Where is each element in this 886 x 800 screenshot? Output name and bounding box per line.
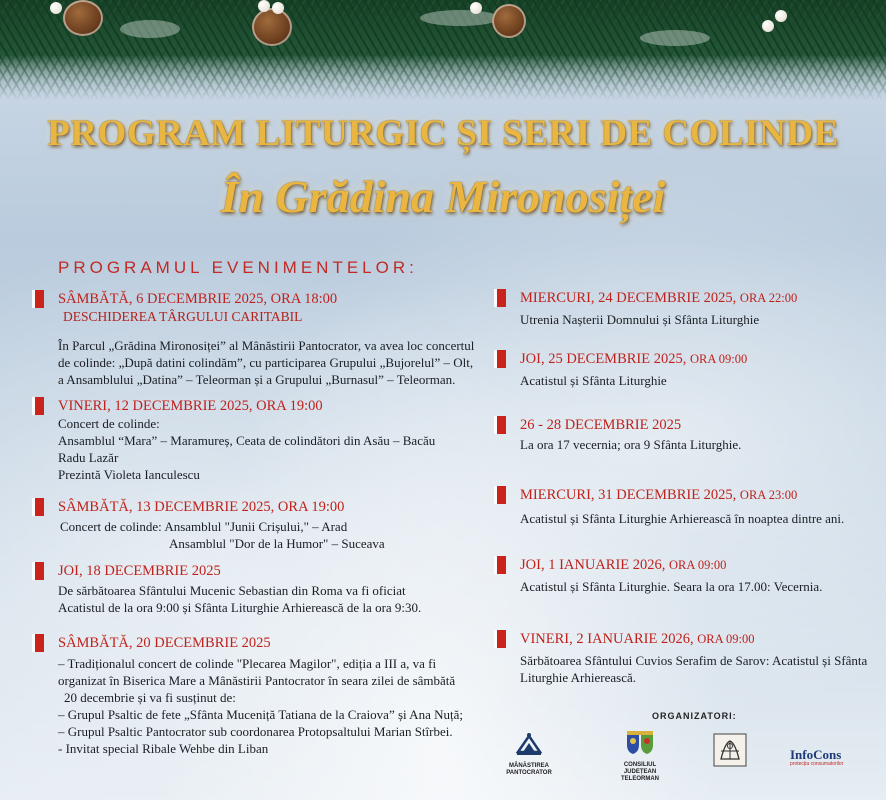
event-line: De sărbătoarea Sfântului Mucenic Sebastian din Roma va fi oficiat bbox=[58, 583, 406, 598]
event-dec-26-28 bbox=[494, 416, 741, 453]
event-line: a Ansamblului „Datina” – Teleorman și a Grupului „Burnasul” – Teleorman. bbox=[58, 372, 456, 387]
event-date: 26 - 28 DECEMBRIE 2025 bbox=[520, 417, 682, 433]
organizer-infocons bbox=[790, 748, 872, 767]
event-line: Ansamblul “Mara” – Maramureș, Ceata de colindători din Asău – Bacău bbox=[58, 433, 436, 448]
event-date: SÂMBĂTĂ, 20 DECEMBRIE 2025 bbox=[58, 635, 271, 651]
infocons-tagline: protecția consumatorilor bbox=[790, 761, 844, 767]
pinecone-icon bbox=[252, 8, 292, 46]
event-dec-20 bbox=[32, 634, 463, 757]
event-dec-25 bbox=[494, 350, 747, 389]
event-dec-6 bbox=[32, 290, 474, 388]
red-marker bbox=[494, 556, 511, 574]
event-description bbox=[32, 518, 385, 552]
event-line: În Parcul „Grădina Mironosiței” al Mânăstirii Pantocrator, va avea loc concertul bbox=[58, 338, 475, 353]
event-line: Radu Lazăr bbox=[58, 450, 119, 465]
event-line: Acatistul de la ora 9:00 și Sfânta Liturghie Arhierească de la ora 9:30. bbox=[58, 600, 422, 615]
event-description bbox=[494, 578, 822, 595]
event-date: VINERI, 2 IANUARIE 2026, bbox=[520, 631, 694, 647]
event-time: ORA 09:00 bbox=[697, 632, 755, 646]
event-line: – Grupul Psaltic Pantocrator sub coordonarea Protopsaltului Marian Stîrbei. bbox=[58, 724, 453, 739]
event-line: organizat în Biserica Mare a Mânăstirii Pantocrator în seara zilei de sâmbătă bbox=[58, 673, 456, 688]
event-description bbox=[32, 582, 421, 616]
organizers-label: ORGANIZATORI: bbox=[652, 711, 737, 721]
frost-patch bbox=[420, 10, 500, 26]
event-time: ORA 22:00 bbox=[739, 291, 798, 305]
event-description bbox=[32, 337, 474, 388]
snowberry-icon bbox=[775, 10, 787, 22]
event-line: Prezintă Violeta Ianculescu bbox=[58, 467, 200, 482]
event-jan-2 bbox=[494, 630, 867, 686]
event-line: Liturghie Arhierească. bbox=[520, 670, 636, 685]
event-line: Concert de colinde: bbox=[58, 416, 160, 431]
event-date: JOI, 18 DECEMBRIE 2025 bbox=[58, 563, 221, 579]
red-marker bbox=[32, 397, 49, 415]
red-marker bbox=[494, 350, 511, 368]
event-description bbox=[494, 510, 844, 527]
red-marker bbox=[32, 634, 49, 652]
event-date: SÂMBĂTĂ, 6 DECEMBRIE 2025, ORA 18:00 bbox=[58, 291, 338, 307]
snowberry-icon bbox=[470, 2, 482, 14]
red-marker bbox=[32, 290, 49, 308]
event-time: ORA 09:00 bbox=[689, 352, 748, 366]
red-marker bbox=[32, 562, 49, 580]
event-date: MIERCURI, 24 DECEMBRIE 2025, bbox=[520, 290, 737, 306]
organizer-name: MÂNĂSTIREA PANTOCRATOR bbox=[506, 763, 552, 776]
organizer-name: CONSILIUL JUDEȚEAN TELEORMAN bbox=[621, 762, 659, 782]
event-jan-1 bbox=[494, 556, 822, 595]
event-line: de colinde: „După datini colindăm”, cu participarea Grupului „Bujorelul” – Olt, bbox=[58, 355, 474, 370]
snowberry-icon bbox=[272, 2, 284, 14]
red-marker bbox=[32, 498, 49, 516]
red-marker bbox=[494, 486, 511, 504]
pinecone-icon bbox=[492, 4, 526, 38]
event-description bbox=[32, 655, 463, 757]
event-line: - Invitat special Ribale Wehbe din Liban bbox=[58, 741, 269, 756]
event-dec-18 bbox=[32, 562, 421, 616]
event-line: Ansamblul "Dor de la Humor" – Suceava bbox=[169, 536, 385, 551]
red-marker bbox=[494, 416, 511, 434]
event-line: Utrenia Nașterii Domnului și Sfânta Liturghie bbox=[520, 312, 760, 327]
snowberry-icon bbox=[762, 20, 774, 32]
event-line: Concert de colinde: Ansamblul "Junii Crișului," – Arad bbox=[60, 519, 348, 534]
frost-patch bbox=[640, 30, 710, 46]
event-dec-13 bbox=[32, 498, 385, 552]
event-description bbox=[494, 436, 741, 453]
county-crest-icon bbox=[623, 727, 657, 757]
event-dec-24 bbox=[494, 289, 797, 328]
poster-subtitle: În Grădina Mironosiței bbox=[220, 171, 666, 222]
event-date: VINERI, 12 DECEMBRIE 2025, ORA 19:00 bbox=[58, 398, 323, 414]
organizer-seal bbox=[710, 733, 750, 772]
event-date: JOI, 1 IANUARIE 2026, bbox=[520, 557, 666, 573]
snowberry-icon bbox=[50, 2, 62, 14]
event-line: La ora 17 vecernia; ora 9 Sfânta Liturghie. bbox=[520, 437, 742, 452]
event-date: MIERCURI, 31 DECEMBRIE 2025, bbox=[520, 487, 737, 503]
event-date: SÂMBĂTĂ, 13 DECEMBRIE 2025, ORA 19:00 bbox=[58, 499, 345, 515]
organizer-pantocrator bbox=[500, 730, 558, 777]
organizer-county-council bbox=[610, 727, 670, 783]
event-line: Acatistul și Sfânta Liturghie Arhierească în noaptea dintre ani. bbox=[520, 511, 845, 526]
event-description bbox=[494, 311, 797, 328]
infocons-logo-icon: InfoCons bbox=[790, 747, 842, 762]
event-line: Sărbătoarea Sfântului Cuvios Serafim de Sarov: Acatistul și Sfânta bbox=[520, 653, 868, 668]
pine-garland bbox=[0, 0, 886, 105]
red-marker bbox=[494, 289, 511, 307]
red-marker bbox=[494, 630, 511, 648]
frost-patch bbox=[120, 20, 180, 38]
event-line: – Grupul Psaltic de fete „Sfânta Muceniță Tatiana de la Craiova” și Ana Nuță; bbox=[58, 707, 463, 722]
snowberry-icon bbox=[258, 0, 270, 12]
event-line: Acatistul și Sfânta Liturghie. Seara la ora 17.00: Vecernia. bbox=[520, 579, 823, 594]
event-description bbox=[494, 652, 867, 686]
pinecone-icon bbox=[63, 0, 103, 36]
section-heading: PROGRAMUL EVENIMENTELOR: bbox=[58, 258, 418, 277]
event-dec-12 bbox=[32, 397, 435, 483]
event-subtitle: DESCHIDEREA TÂRGULUI CARITABIL bbox=[63, 309, 303, 324]
monastery-logo-icon bbox=[514, 730, 544, 758]
event-description bbox=[32, 415, 435, 483]
event-dec-31 bbox=[494, 486, 844, 527]
poster-title: PROGRAM LITURGIC ȘI SERI DE COLINDE bbox=[47, 113, 839, 154]
event-line: – Tradiționalul concert de colinde "Plecarea Magilor", ediția a III a, va fi bbox=[58, 656, 437, 671]
event-time: ORA 23:00 bbox=[739, 488, 798, 502]
event-line: Acatistul și Sfânta Liturghie bbox=[520, 373, 667, 388]
event-description bbox=[494, 372, 747, 389]
event-line: 20 decembrie și va fi susținut de: bbox=[64, 690, 236, 705]
event-date: JOI, 25 DECEMBRIE 2025, bbox=[520, 351, 687, 367]
seal-emblem-icon bbox=[713, 733, 747, 767]
event-time: ORA 09:00 bbox=[669, 558, 727, 572]
